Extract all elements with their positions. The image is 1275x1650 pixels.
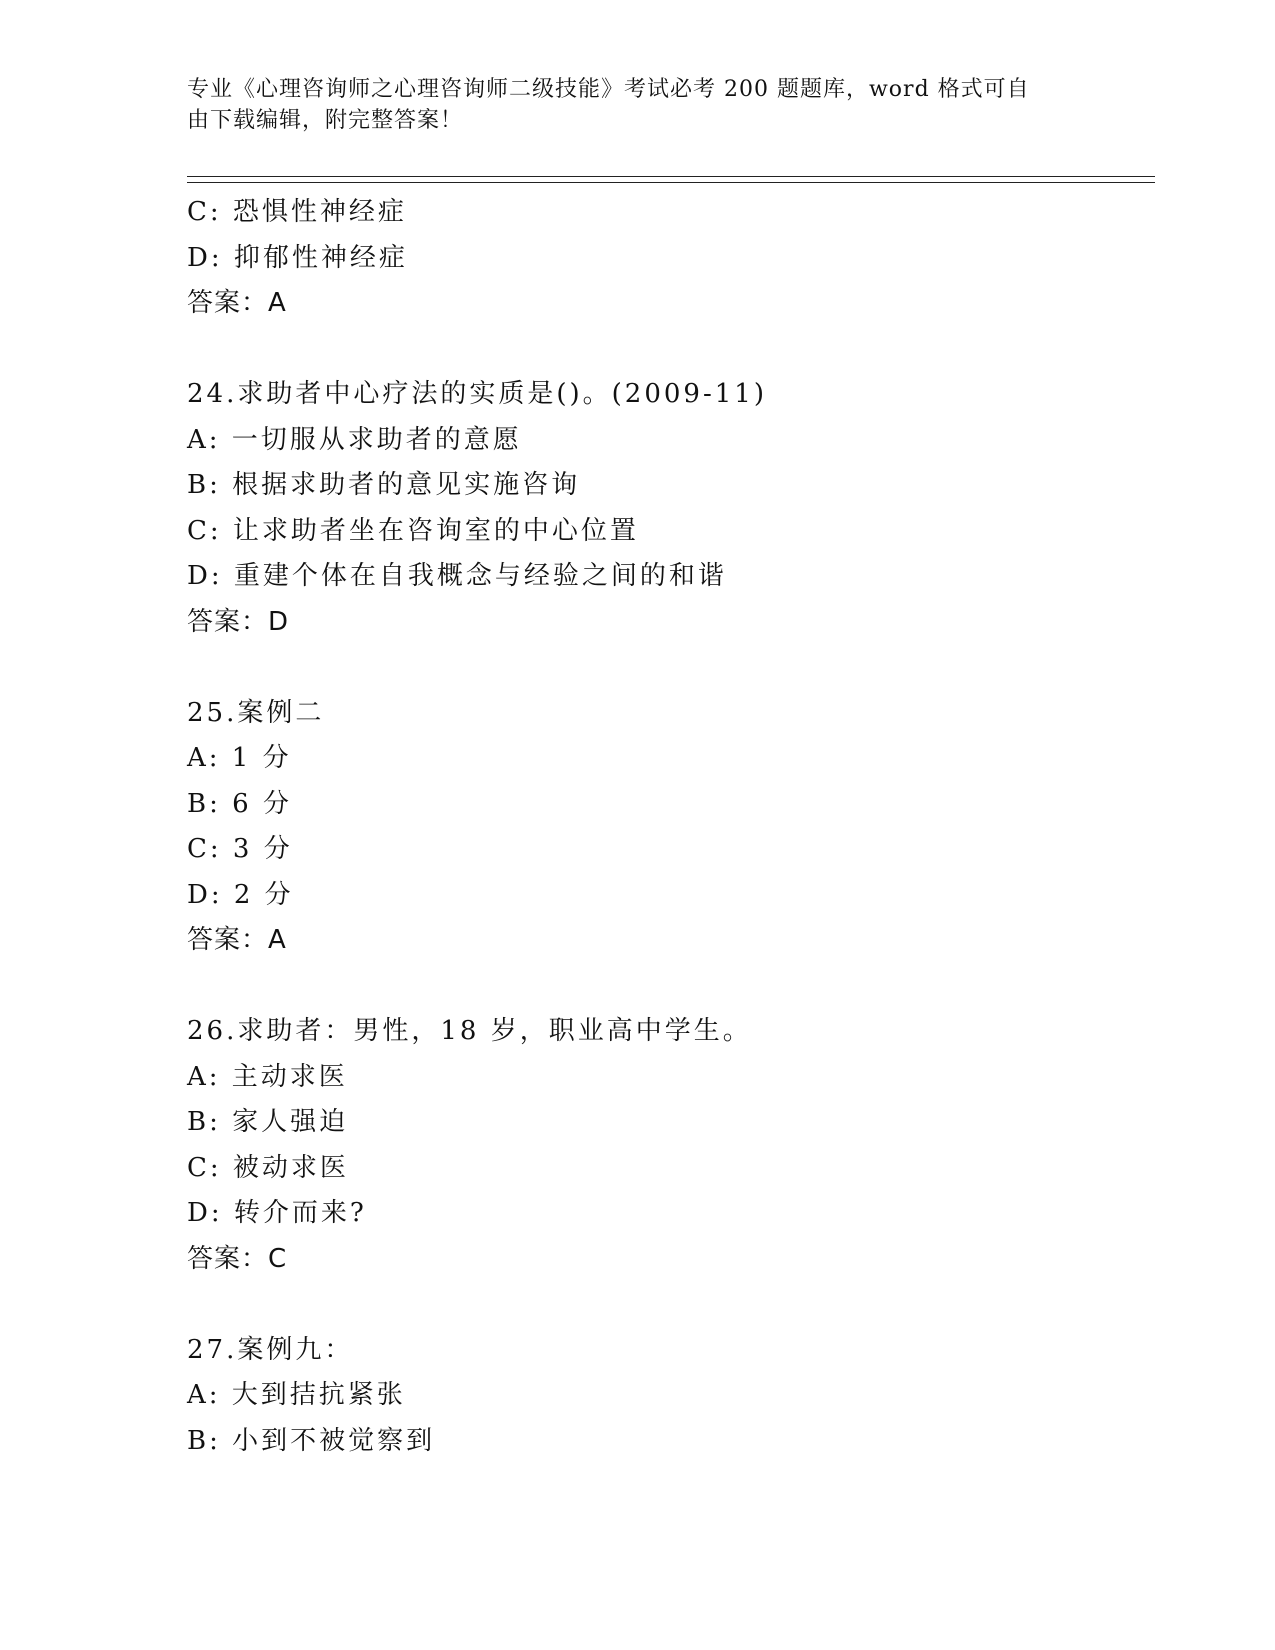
question-block-24 (187, 372, 1147, 645)
option-d: D: 转介而来? (187, 1198, 367, 1228)
option-c: C: 恐惧性神经症 (187, 197, 407, 227)
option-d: D: 重建个体在自我概念与经验之间的和谐 (187, 561, 727, 591)
option-a: A: 主动求医 (187, 1061, 348, 1092)
header-line-2: 由下载编辑，附完整答案！ (187, 108, 464, 133)
question-block-26 (187, 1009, 1147, 1282)
option-a: A: 大到拮抗紧张 (187, 1380, 406, 1410)
answer-line: 答案：D (187, 606, 290, 637)
option-d: D: 抑郁性神经症 (187, 242, 408, 273)
answer-line: 答案：A (187, 925, 287, 955)
header-rule-bottom (187, 182, 1155, 183)
option-b: B: 6 分 (187, 788, 292, 819)
question-block-prev (187, 190, 1147, 327)
option-c: C: 3 分 (187, 834, 293, 864)
document-header (187, 74, 1067, 136)
option-b: B: 小到不被觉察到 (187, 1425, 436, 1456)
option-b: B: 家人强迫 (187, 1107, 349, 1137)
header-rule-top (187, 176, 1155, 177)
question-block-27 (187, 1328, 1147, 1465)
question-stem: 26.求助者：男性，18 岁，职业高中学生。 (187, 1016, 752, 1046)
answer-line: 答案：C (187, 1243, 288, 1274)
question-block-25 (187, 691, 1147, 964)
option-a: A: 一切服从求助者的意愿 (187, 424, 522, 455)
question-stem: 27.案例九： (187, 1334, 354, 1365)
option-b: B: 根据求助者的意见实施咨询 (187, 470, 581, 500)
answer-line: 答案：A (187, 288, 287, 318)
option-a: A: 1 分 (187, 743, 292, 773)
header-line-1: 专业《心理咨询师之心理咨询师二级技能》考试必考 200 题题库，word 格式可自 (187, 77, 1030, 102)
option-c: C: 被动求医 (187, 1152, 349, 1183)
question-stem: 24.求助者中心疗法的实质是()。(2009-11) (187, 379, 767, 409)
option-c: C: 让求助者坐在咨询室的中心位置 (187, 515, 639, 546)
option-d: D: 2 分 (187, 879, 294, 910)
question-stem: 25.案例二 (187, 697, 325, 728)
question-list (187, 190, 1147, 1464)
